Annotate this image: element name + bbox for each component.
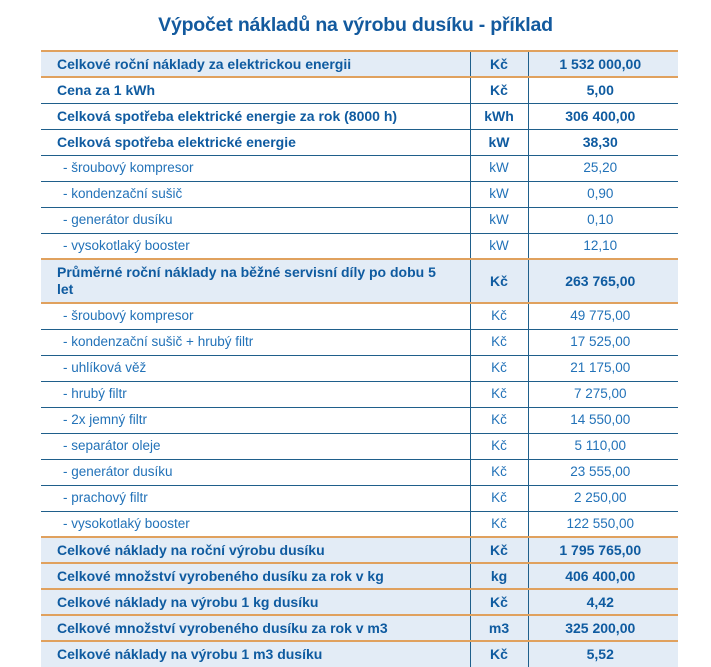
table-row xyxy=(41,355,678,381)
row-label: Celková spotřeba elektrické energie za rok (8000 h) xyxy=(41,103,470,129)
row-value: 23 555,00 xyxy=(528,459,678,485)
row-label: - generátor dusíku xyxy=(41,207,470,233)
table-row xyxy=(41,259,678,303)
table-row xyxy=(41,589,678,615)
row-label: Celkové množství vyrobeného dusíku za rok v m3 xyxy=(41,615,470,641)
row-label: - šroubový kompresor xyxy=(41,303,470,329)
row-value: 0,10 xyxy=(528,207,678,233)
row-unit: Kč xyxy=(470,589,528,615)
row-label: - hrubý filtr xyxy=(41,381,470,407)
row-value: 5,00 xyxy=(528,77,678,103)
row-label: - prachový filtr xyxy=(41,485,470,511)
row-label: - vysokotlaký booster xyxy=(41,233,470,259)
table-row xyxy=(41,129,678,155)
table-body xyxy=(41,51,678,667)
row-value: 7 275,00 xyxy=(528,381,678,407)
row-value: 2 250,00 xyxy=(528,485,678,511)
row-unit: Kč xyxy=(470,537,528,563)
row-value: 17 525,00 xyxy=(528,329,678,355)
table-row xyxy=(41,615,678,641)
table-row xyxy=(41,51,678,77)
row-label: - vysokotlaký booster xyxy=(41,511,470,537)
row-unit: Kč xyxy=(470,459,528,485)
row-unit: kW xyxy=(470,181,528,207)
row-unit: Kč xyxy=(470,511,528,537)
row-value: 1 795 765,00 xyxy=(528,537,678,563)
row-label: - šroubový kompresor xyxy=(41,155,470,181)
table-row xyxy=(41,103,678,129)
row-unit: kW xyxy=(470,207,528,233)
row-label: Celkové náklady na roční výrobu dusíku xyxy=(41,537,470,563)
row-unit: kg xyxy=(470,563,528,589)
table-row xyxy=(41,207,678,233)
row-value: 263 765,00 xyxy=(528,259,678,303)
table-row xyxy=(41,303,678,329)
row-unit: Kč xyxy=(470,433,528,459)
row-label: - kondenzační sušič + hrubý filtr xyxy=(41,329,470,355)
row-value: 25,20 xyxy=(528,155,678,181)
row-value: 49 775,00 xyxy=(528,303,678,329)
table-row xyxy=(41,181,678,207)
row-value: 5 110,00 xyxy=(528,433,678,459)
row-label: Průměrné roční náklady na běžné servisní díly po dobu 5 let xyxy=(41,259,470,303)
table-row xyxy=(41,459,678,485)
table-row xyxy=(41,381,678,407)
row-value: 21 175,00 xyxy=(528,355,678,381)
page-title: Výpočet nákladů na výrobu dusíku - příklad xyxy=(158,14,553,36)
table-row xyxy=(41,77,678,103)
row-unit: Kč xyxy=(470,51,528,77)
row-label: - separátor oleje xyxy=(41,433,470,459)
row-label: Celkové náklady na výrobu 1 m3 dusíku xyxy=(41,641,470,667)
row-value: 12,10 xyxy=(528,233,678,259)
table-row xyxy=(41,329,678,355)
row-label: Celkové množství vyrobeného dusíku za rok v kg xyxy=(41,563,470,589)
row-unit: Kč xyxy=(470,329,528,355)
cost-calculation-table xyxy=(41,50,678,667)
row-unit: Kč xyxy=(470,641,528,667)
row-label: - uhlíková věž xyxy=(41,355,470,381)
row-value: 406 400,00 xyxy=(528,563,678,589)
table-row xyxy=(41,233,678,259)
row-unit: Kč xyxy=(470,407,528,433)
row-unit: Kč xyxy=(470,355,528,381)
table-row xyxy=(41,563,678,589)
row-value: 5,52 xyxy=(528,641,678,667)
row-label: Celkové náklady na výrobu 1 kg dusíku xyxy=(41,589,470,615)
row-unit: Kč xyxy=(470,259,528,303)
row-unit: Kč xyxy=(470,77,528,103)
table-row xyxy=(41,537,678,563)
row-unit: kW xyxy=(470,129,528,155)
row-label: - kondenzační sušič xyxy=(41,181,470,207)
row-unit: m3 xyxy=(470,615,528,641)
row-label: Celkové roční náklady za elektrickou energii xyxy=(41,51,470,77)
row-unit: Kč xyxy=(470,485,528,511)
row-label: Celková spotřeba elektrické energie xyxy=(41,129,470,155)
row-value: 4,42 xyxy=(528,589,678,615)
row-unit: kW xyxy=(470,233,528,259)
row-value: 1 532 000,00 xyxy=(528,51,678,77)
table-row xyxy=(41,407,678,433)
row-label: - 2x jemný filtr xyxy=(41,407,470,433)
row-value: 38,30 xyxy=(528,129,678,155)
row-label: Cena za 1 kWh xyxy=(41,77,470,103)
table-row xyxy=(41,511,678,537)
row-value: 14 550,00 xyxy=(528,407,678,433)
row-unit: Kč xyxy=(470,303,528,329)
table-row xyxy=(41,433,678,459)
row-unit: kWh xyxy=(470,103,528,129)
row-label: - generátor dusíku xyxy=(41,459,470,485)
row-unit: Kč xyxy=(470,381,528,407)
row-value: 325 200,00 xyxy=(528,615,678,641)
table-row xyxy=(41,155,678,181)
row-value: 122 550,00 xyxy=(528,511,678,537)
table-row xyxy=(41,485,678,511)
row-value: 0,90 xyxy=(528,181,678,207)
row-value: 306 400,00 xyxy=(528,103,678,129)
row-unit: kW xyxy=(470,155,528,181)
table-row xyxy=(41,641,678,667)
